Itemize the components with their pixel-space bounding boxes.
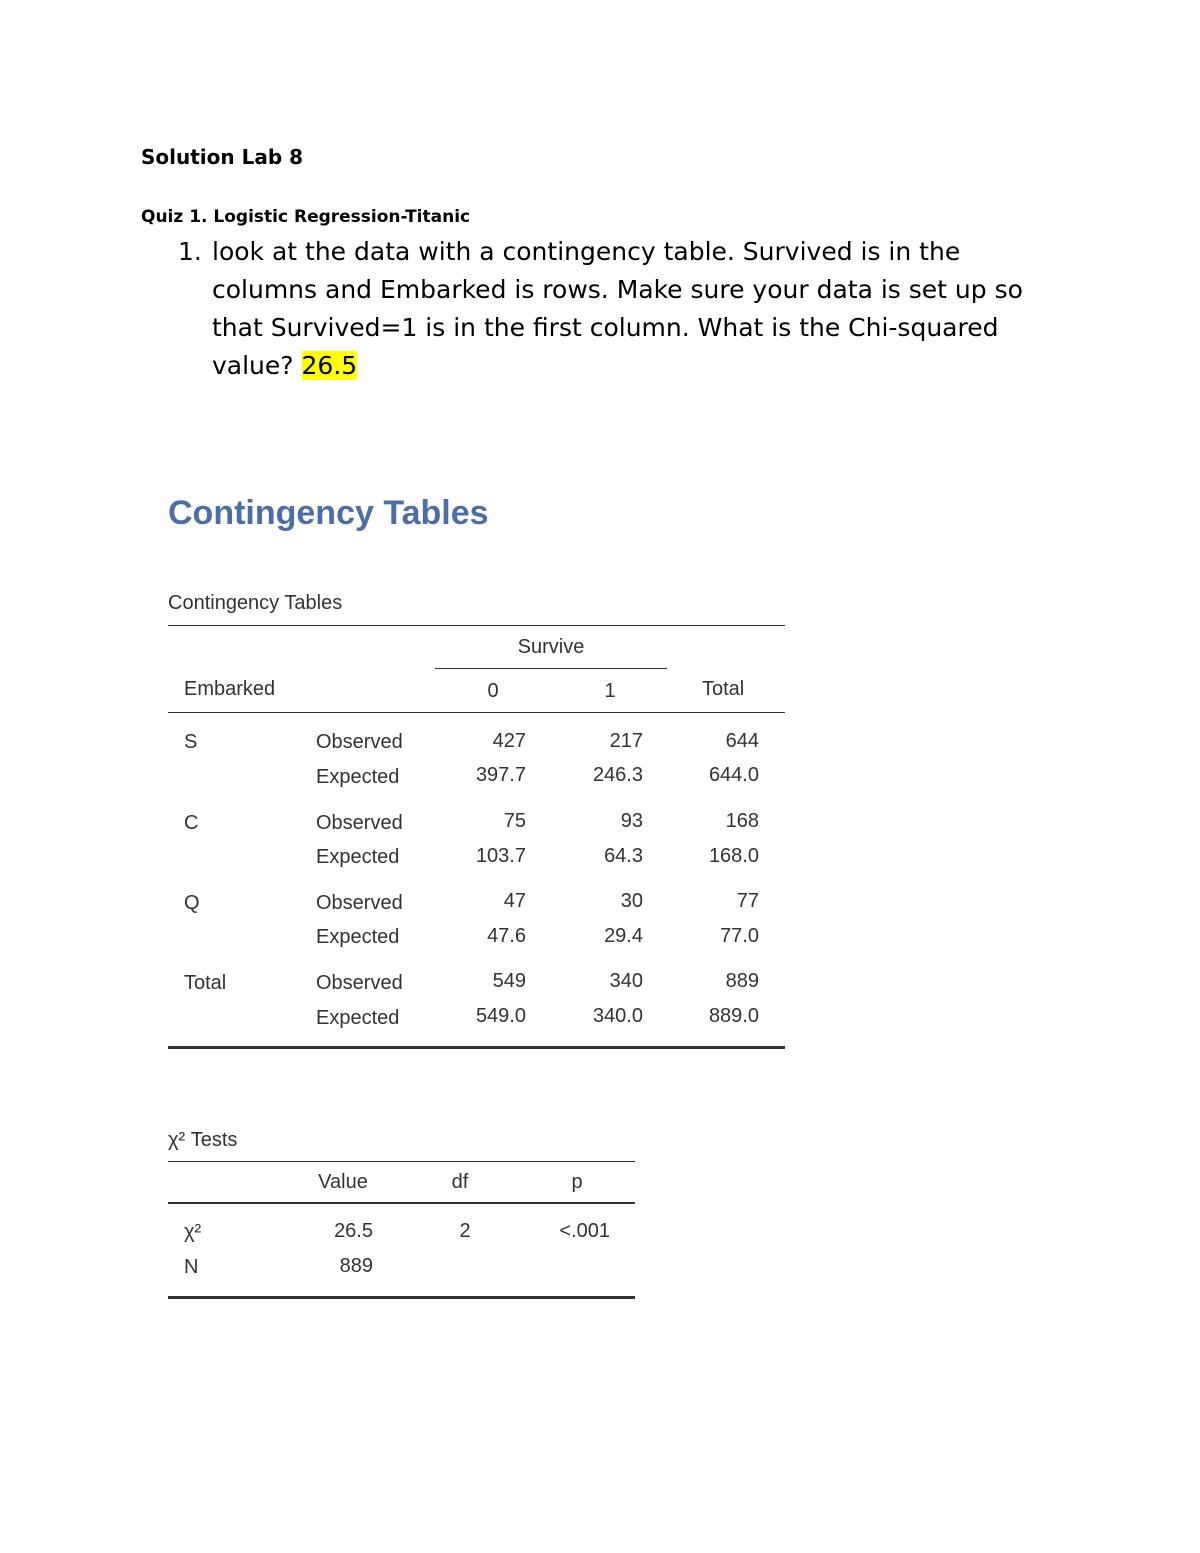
observed-label: Observed bbox=[316, 731, 403, 753]
document-title: Solution Lab 8 bbox=[141, 145, 304, 169]
expected-value: 77.0 bbox=[720, 925, 759, 947]
question-text-block bbox=[212, 233, 1058, 385]
expected-label: Expected bbox=[316, 1007, 400, 1029]
expected-value: 29.4 bbox=[604, 925, 643, 947]
expected-value: 549.0 bbox=[475, 1005, 526, 1027]
observed-value: 30 bbox=[620, 890, 643, 912]
observed-value: 93 bbox=[620, 810, 643, 832]
expected-value: 64.3 bbox=[604, 845, 643, 867]
table-top-rule bbox=[168, 625, 785, 626]
expected-value: 168.0 bbox=[708, 845, 759, 867]
chi-top-rule bbox=[168, 1161, 635, 1162]
expected-value: 397.7 bbox=[475, 764, 526, 786]
observed-value: 47 bbox=[503, 890, 526, 912]
group-header: Survive bbox=[517, 636, 585, 658]
row-label: Total bbox=[184, 972, 227, 994]
chi-row-label: N bbox=[184, 1256, 199, 1278]
contingency-table-caption: Contingency Tables bbox=[168, 592, 343, 614]
chi-bottom-rule bbox=[168, 1296, 635, 1299]
chi-header-value: Value bbox=[318, 1171, 368, 1193]
expected-label: Expected bbox=[316, 766, 400, 788]
chi-row-label: χ² bbox=[184, 1221, 202, 1243]
observed-value: 340 bbox=[609, 970, 643, 992]
observed-value: 75 bbox=[503, 810, 526, 832]
observed-label: Observed bbox=[316, 972, 403, 994]
question-text: look at the data with a contingency table. Survived is in the columns and Embarked is rows. Make sure your data is set up so that Survived=1 is in the first column. What is the Chi-squared value? bbox=[212, 237, 1023, 380]
col-header-total: Total bbox=[702, 678, 745, 700]
expected-value: 644.0 bbox=[708, 764, 759, 786]
question-item bbox=[178, 233, 1058, 385]
question-answer: 26.5 bbox=[301, 351, 358, 380]
observed-value: 217 bbox=[609, 730, 643, 752]
col-header-0: 0 bbox=[487, 680, 499, 702]
expected-label: Expected bbox=[316, 926, 400, 948]
header-bottom-rule bbox=[168, 712, 785, 713]
expected-label: Expected bbox=[316, 846, 400, 868]
observed-value: 427 bbox=[492, 730, 526, 752]
row-label: S bbox=[184, 731, 198, 753]
chi-header-df: df bbox=[451, 1171, 469, 1193]
table-bottom-rule bbox=[168, 1046, 785, 1049]
observed-value: 168 bbox=[725, 810, 759, 832]
expected-value: 889.0 bbox=[708, 1005, 759, 1027]
quiz-heading: Quiz 1. Logistic Regression-Titanic bbox=[141, 207, 471, 227]
row-label: C bbox=[184, 812, 199, 834]
col-header-1: 1 bbox=[604, 680, 616, 702]
group-header-rule bbox=[435, 668, 667, 669]
expected-value: 340.0 bbox=[592, 1005, 643, 1027]
observed-value: 889 bbox=[725, 970, 759, 992]
row-label: Q bbox=[184, 892, 200, 914]
observed-value: 644 bbox=[725, 730, 759, 752]
chi-tests-caption: χ² Tests bbox=[168, 1129, 238, 1151]
observed-value: 77 bbox=[736, 890, 759, 912]
chi-p: <.001 bbox=[559, 1220, 610, 1242]
row-header: Embarked bbox=[184, 678, 276, 700]
observed-label: Observed bbox=[316, 812, 403, 834]
expected-value: 103.7 bbox=[475, 845, 526, 867]
question-number: 1. bbox=[178, 237, 202, 266]
chi-value: 889 bbox=[339, 1255, 373, 1277]
section-title: Contingency Tables bbox=[168, 494, 489, 532]
chi-df: 2 bbox=[459, 1220, 471, 1242]
chi-header-rule bbox=[168, 1202, 635, 1204]
chi-value: 26.5 bbox=[334, 1220, 373, 1242]
observed-label: Observed bbox=[316, 892, 403, 914]
chi-header-p: p bbox=[571, 1171, 583, 1193]
expected-value: 246.3 bbox=[592, 764, 643, 786]
observed-value: 549 bbox=[492, 970, 526, 992]
expected-value: 47.6 bbox=[487, 925, 526, 947]
